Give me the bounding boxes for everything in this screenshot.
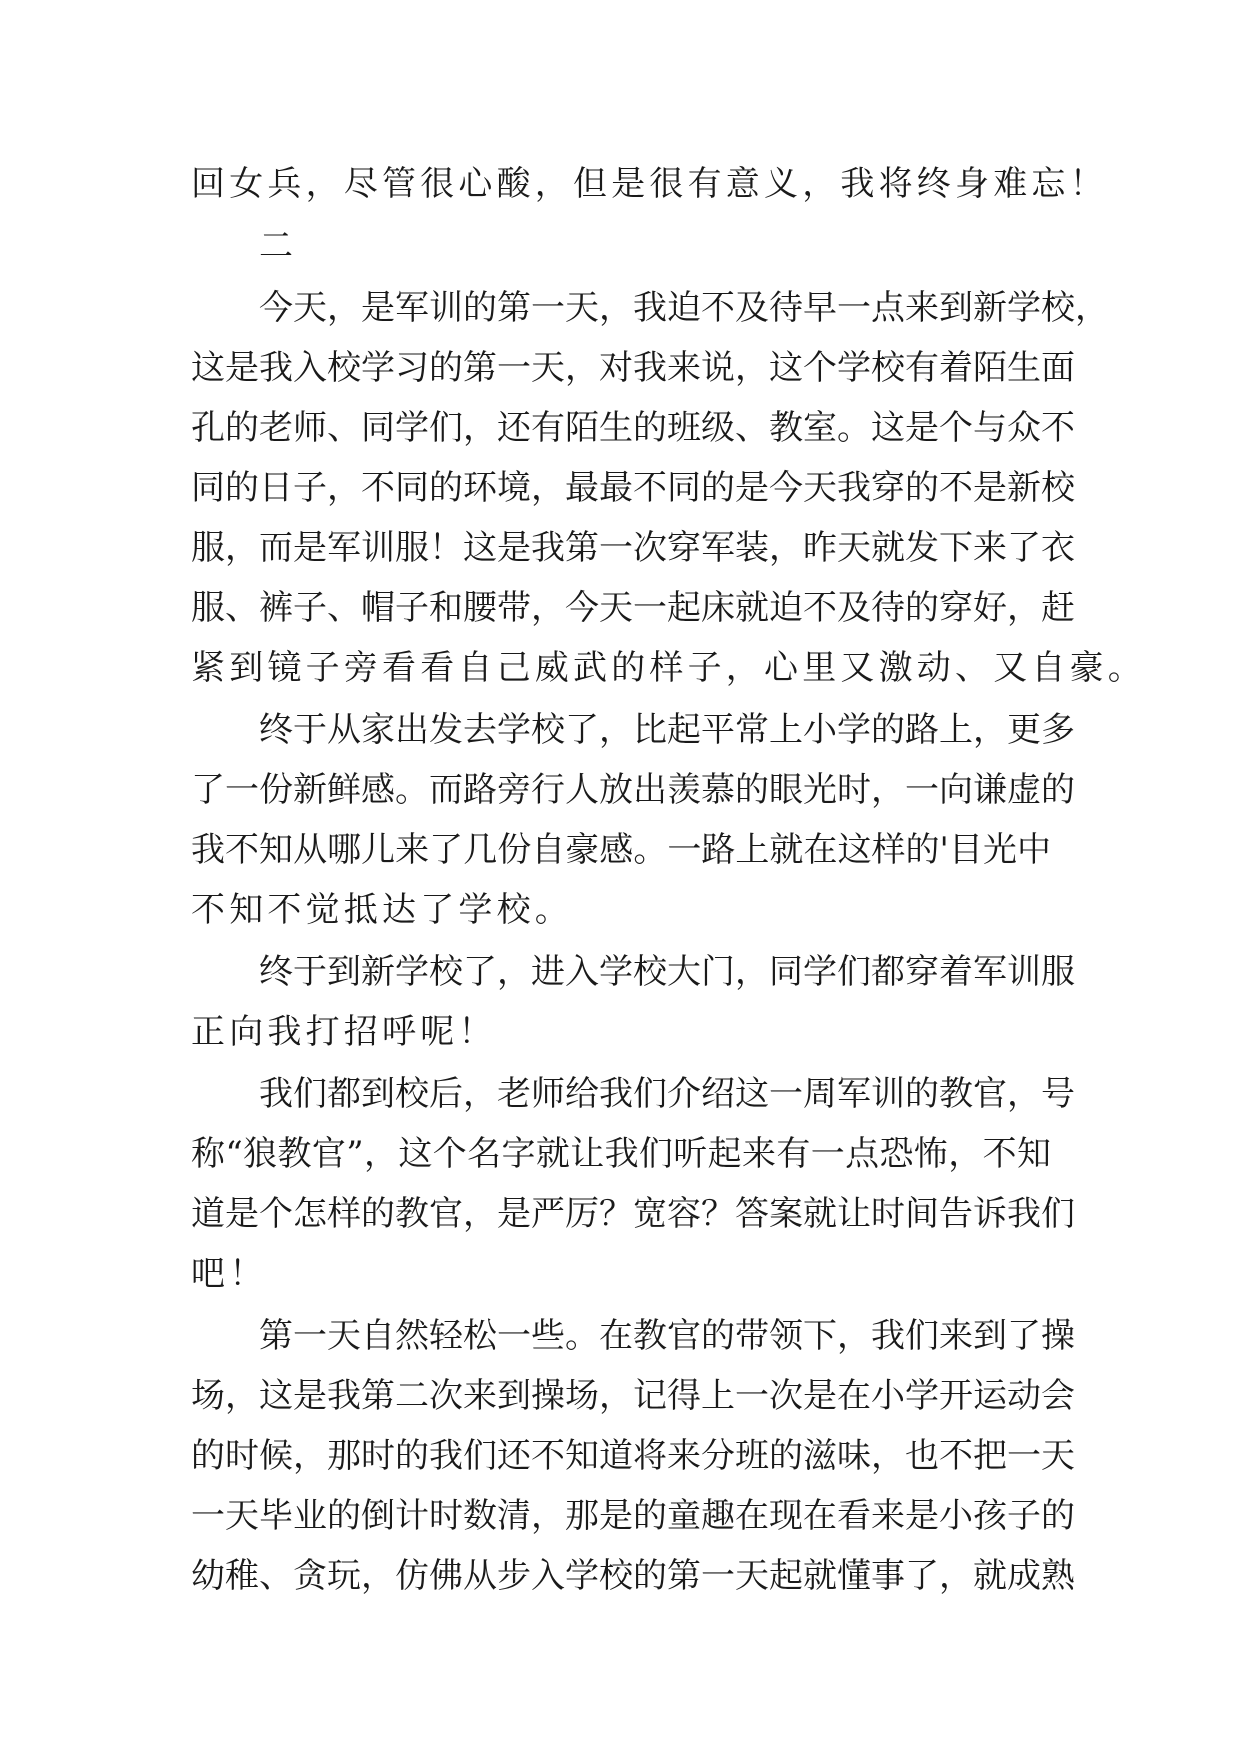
text-line: 这是我入校学习的第一天，对我来说，这个学校有着陌生面	[191, 348, 1075, 388]
text-line: 服、裤子、帽子和腰带，今天一起床就迫不及待的穿好，赶	[191, 588, 1075, 628]
text-line: 幼稚、贪玩，仿佛从步入学校的第一天起就懂事了，就成熟	[191, 1556, 1075, 1596]
text-line: 第一天自然轻松一些。在教官的带领下，我们来到了操	[259, 1316, 1075, 1356]
text-line: 不知不觉抵达了学校。	[191, 890, 573, 930]
text-line: 同的日子，不同的环境，最最不同的是今天我穿的不是新校	[191, 468, 1075, 508]
text-line: 场，这是我第二次来到操场，记得上一次是在小学开运动会	[191, 1376, 1075, 1416]
text-line: 吧！	[191, 1254, 268, 1294]
text-line: 一天毕业的倒计时数清，那是的童趣在现在看来是小孩子的	[191, 1496, 1075, 1536]
text-line: 今天，是军训的第一天，我迫不及待早一点来到新学校，	[259, 288, 1109, 328]
text-line: 终于从家出发去学校了，比起平常上小学的路上，更多	[259, 710, 1075, 750]
text-line: 终于到新学校了，进入学校大门，同学们都穿着军训服	[259, 952, 1075, 992]
text-line: 道是个怎样的教官，是严厉？宽容？答案就让时间告诉我们	[191, 1194, 1075, 1234]
text-line: 的时候，那时的我们还不知道将来分班的滋味，也不把一天	[191, 1436, 1075, 1476]
text-line: 回女兵，尽管很心酸，但是很有意义，我将终身难忘！	[191, 164, 1108, 204]
text-line: 正向我打招呼呢！	[191, 1012, 497, 1052]
text-line: 孔的老师、同学们，还有陌生的班级、教室。这是个与众不	[191, 408, 1075, 448]
text-line: 服，而是军训服！这是我第一次穿军装，昨天就发下来了衣	[191, 528, 1075, 568]
text-line: 紧到镜子旁看看自己威武的样子，心里又激动、又自豪。	[191, 648, 1146, 688]
text-line: 称“狼教官”，这个名字就让我们听起来有一点恐怖，不知	[191, 1134, 1051, 1174]
text-line: 我不知从哪儿来了几份自豪感。一路上就在这样的'目光中	[191, 830, 1051, 870]
text-line: 了一份新鲜感。而路旁行人放出羡慕的眼光时，一向谦虚的	[191, 770, 1075, 810]
section-heading: 二	[259, 226, 298, 266]
text-line: 我们都到校后，老师给我们介绍这一周军训的教官，号	[259, 1074, 1075, 1114]
